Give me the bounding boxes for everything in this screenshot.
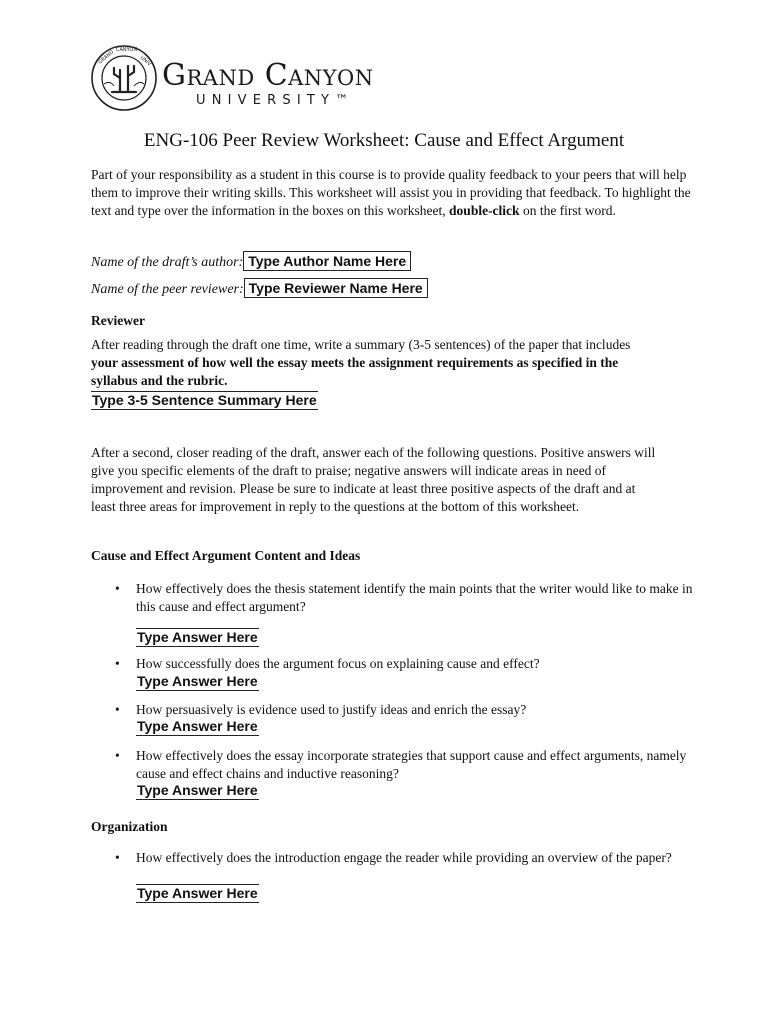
page-title: ENG-106 Peer Review Worksheet: Cause and Effect Argument — [143, 130, 625, 151]
reviewer-field-label: Name of the peer reviewer: — [91, 282, 244, 297]
intro-text-end: on the first word. — [519, 203, 616, 218]
bullet-icon: • — [115, 656, 120, 671]
logo-wordmark-university: UNIVERSITY™ — [196, 93, 355, 108]
summary-field[interactable]: Type 3-5 Sentence Summary Here — [92, 392, 317, 408]
answer-field[interactable]: Type Answer Here — [137, 782, 258, 798]
answer-field[interactable]: Type Answer Here — [137, 885, 258, 901]
university-seal-icon — [90, 44, 158, 112]
author-field-label: Name of the draft’s author: — [91, 255, 244, 270]
svg-text:GRAND: GRAND — [97, 49, 116, 66]
reviewer-name-field[interactable]: Type Reviewer Name Here — [244, 278, 428, 298]
university-logo — [90, 44, 380, 116]
intro-text: Part of your responsibility as a student in this course is to provide quality feedback to your peers that will help them to improve their writing skills. This worksheet will assist you in providing that feedback. To highlight the text and type over the information in the boxes on this worksheet, — [91, 167, 691, 218]
bullet-icon: • — [115, 850, 120, 865]
answer-field[interactable]: Type Answer Here — [137, 629, 258, 645]
question-item — [115, 849, 695, 867]
answer-field[interactable]: Type Answer Here — [137, 673, 258, 689]
intro-bold-text: double-click — [449, 203, 520, 218]
reviewer-instructions — [91, 336, 651, 390]
reviewer-text: After reading through the draft one time, write a summary (3-5 sentences) of the paper that includes — [91, 337, 631, 352]
question-text: How effectively does the thesis statement identify the main points that the writer would like to make in this cause and effect argument? — [136, 581, 693, 614]
bullet-icon: • — [115, 702, 120, 717]
question-text: How persuasively is evidence used to justify ideas and enrich the essay? — [136, 702, 527, 717]
intro-paragraph — [91, 166, 691, 220]
organization-heading: Organization — [91, 819, 168, 834]
answer-field[interactable]: Type Answer Here — [137, 718, 258, 734]
bullet-icon: • — [115, 748, 120, 763]
question-item — [115, 701, 695, 719]
reviewer-field-row — [91, 278, 428, 300]
reviewer-bold-text: your assessment of how well the essay meets the assignment requirements as specified in the syllabus and the rubric. — [91, 355, 619, 388]
svg-text:UNIV: UNIV — [138, 54, 152, 68]
content-ideas-heading: Cause and Effect Argument Content and Ideas — [91, 548, 361, 563]
question-text: How effectively does the introduction engage the reader while providing an overview of the paper? — [136, 850, 672, 865]
reviewer-heading: Reviewer — [91, 313, 145, 328]
question-item — [115, 655, 695, 673]
second-reading-paragraph: After a second, closer reading of the draft, answer each of the following questions. Positive answers will give you specific elements of the draft to praise; negative answers will indicate areas in need of improvement and revision. Please be sure to indicate at least three positive aspects of the draft and at least three areas for improvement in reply to the questions at the bottom of this worksheet. — [91, 445, 656, 514]
bullet-icon: • — [115, 581, 120, 596]
question-item — [115, 747, 695, 783]
question-text: How effectively does the essay incorporate strategies that support cause and effect arguments, namely cause and effect chains and inductive reasoning? — [136, 748, 687, 781]
question-item — [115, 580, 695, 616]
question-text: How successfully does the argument focus on explaining cause and effect? — [136, 656, 540, 671]
author-field-row — [91, 251, 411, 273]
logo-wordmark-grand-canyon: Grand Canyon — [162, 58, 374, 93]
author-name-field[interactable]: Type Author Name Here — [243, 251, 411, 271]
svg-text:CANYON: CANYON — [116, 47, 138, 53]
